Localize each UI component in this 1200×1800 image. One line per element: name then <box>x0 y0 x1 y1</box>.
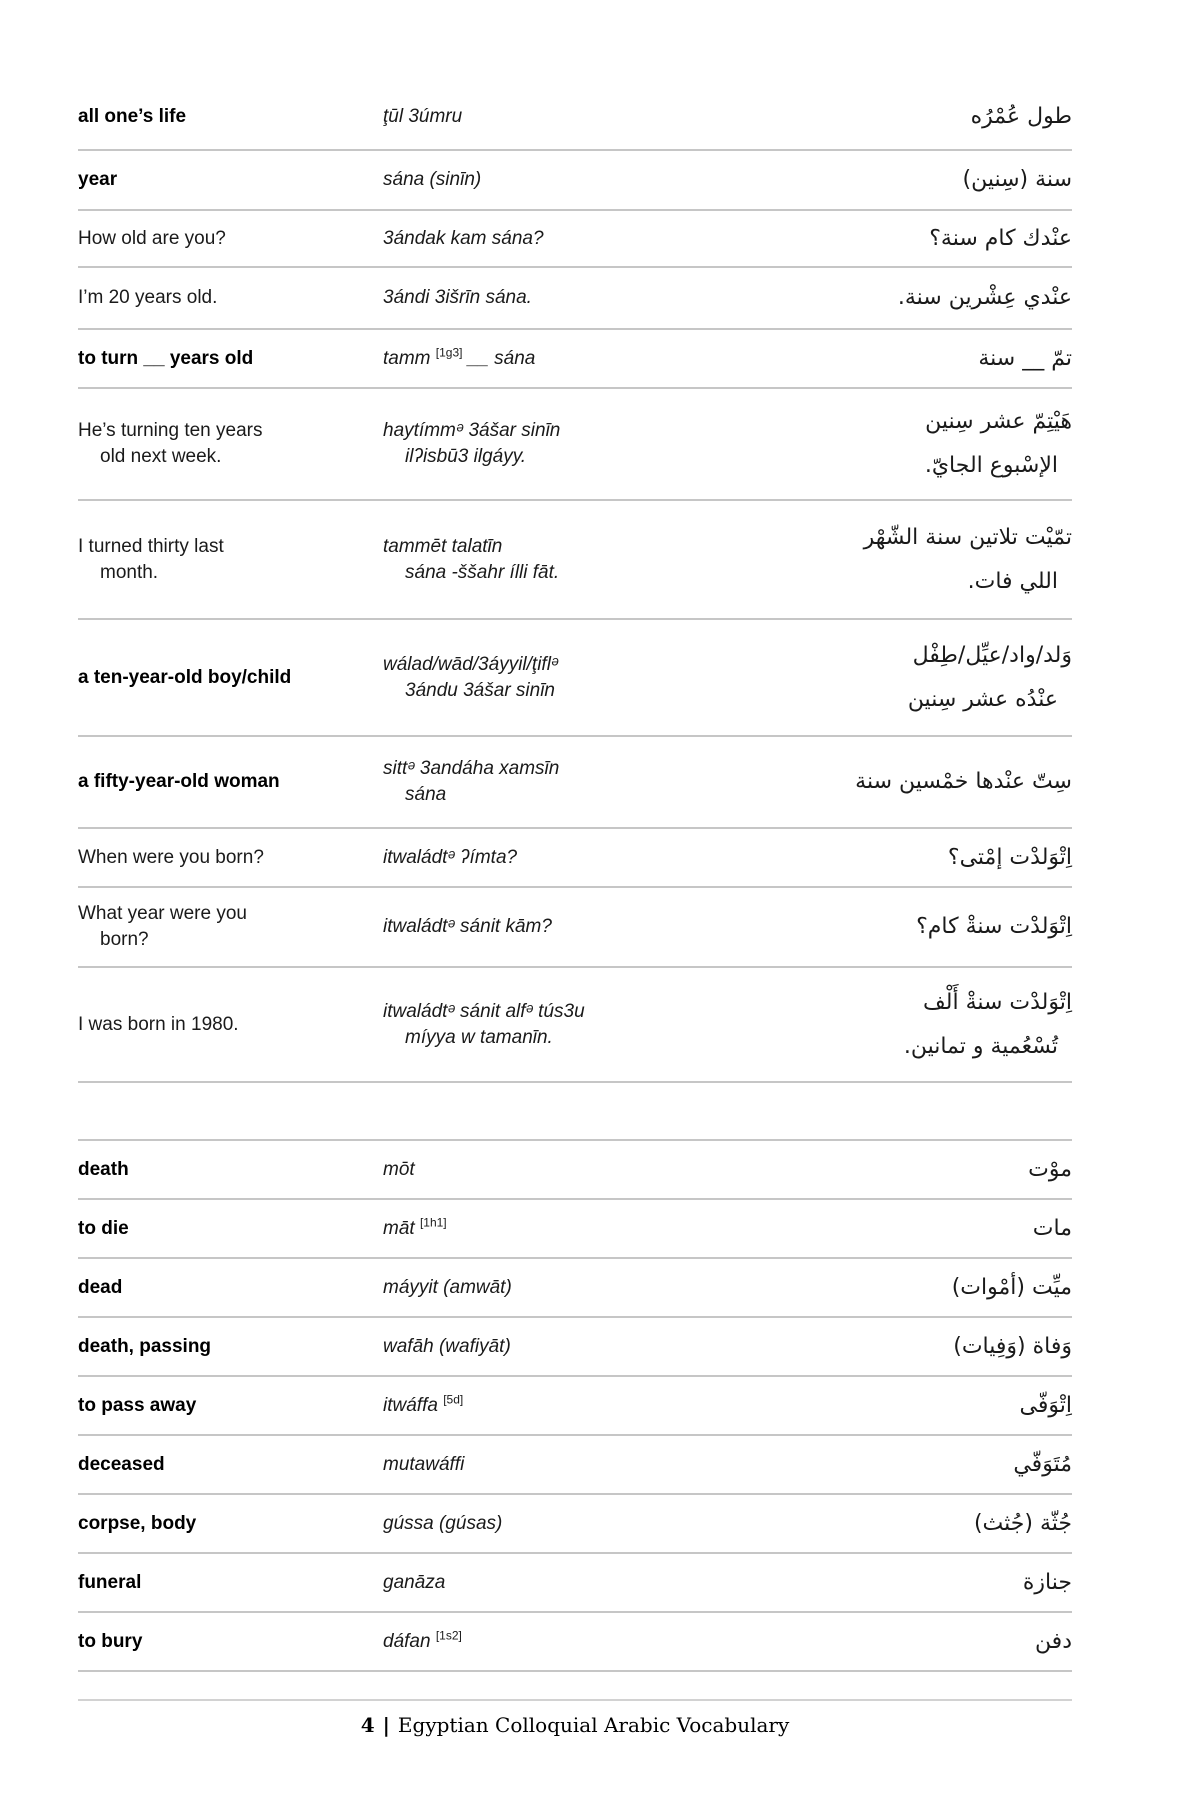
arabic-cell <box>753 981 1072 1069</box>
vocabulary-page <box>78 85 1072 1737</box>
arabic-cell <box>753 217 1072 261</box>
vocab-row <box>78 85 1072 149</box>
english-line: a ten-year-old boy/child <box>78 666 292 688</box>
arabic-line: عنْدُه عشر سِنين <box>907 686 1058 712</box>
arabic-cell <box>753 337 1072 381</box>
verb-table-reference: [1s2] <box>435 1628 462 1643</box>
transliteration-cell <box>383 1334 753 1360</box>
transliteration-line <box>383 1334 753 1360</box>
english-line: a fifty-year-old woman <box>78 771 280 792</box>
vocab-row <box>78 1493 1072 1552</box>
arabic-line: اِتْوَفّى <box>1019 1392 1072 1418</box>
english-cell <box>78 1157 383 1183</box>
arabic-cell <box>753 276 1072 320</box>
english-line: deceased <box>78 1453 165 1475</box>
arabic-cell <box>753 1443 1072 1487</box>
transliteration-line <box>383 418 753 444</box>
arabic-cell <box>753 1325 1072 1369</box>
transliteration-cell <box>383 1629 753 1655</box>
transliteration-text: gússa (gúsas) <box>383 1512 503 1534</box>
english-cell <box>78 769 383 795</box>
english-line: dead <box>78 1276 123 1298</box>
verb-table-reference: [1g3] <box>435 345 463 360</box>
book-title: Egyptian Colloquial Arabic Vocabulary <box>397 1713 790 1737</box>
transliteration-line <box>383 678 753 704</box>
vocab-row <box>78 966 1072 1081</box>
arabic-line: الإسْبوع الجايّ. <box>924 453 1058 478</box>
transliteration-line <box>383 285 753 311</box>
english-line: How old are you? <box>78 227 226 249</box>
transliteration-cell <box>383 285 753 311</box>
arabic-cell <box>753 1620 1072 1664</box>
english-cell <box>78 1275 383 1301</box>
english-line: What year were you <box>78 903 247 924</box>
transliteration-text: míyya w tamanīn. <box>405 1026 553 1048</box>
transliteration-text: sána <box>405 784 447 805</box>
english-cell <box>78 1629 383 1655</box>
english-line: death, passing <box>78 1335 212 1357</box>
transliteration-text: mōt <box>383 1158 415 1180</box>
english-cell <box>78 845 383 871</box>
english-cell <box>78 104 383 130</box>
transliteration-line <box>383 1393 753 1419</box>
arabic-line: مُتَوَفّي <box>1013 1451 1072 1477</box>
arabic-line: اللي فات. <box>967 568 1058 594</box>
vocab-row <box>78 1611 1072 1670</box>
transliteration-line <box>383 914 753 940</box>
footer-text <box>78 1713 1072 1737</box>
transliteration-cell <box>383 1216 753 1242</box>
transliteration-cell <box>383 1275 753 1301</box>
english-cell <box>78 1012 383 1038</box>
transliteration-cell <box>383 652 753 704</box>
footer-divider-rule <box>78 1699 1072 1701</box>
english-line: I’m 20 years old. <box>78 287 218 308</box>
arabic-cell <box>753 158 1072 202</box>
arabic-cell <box>753 905 1072 949</box>
arabic-line: جُثّة (جُثث) <box>973 1510 1072 1536</box>
vocab-row <box>78 328 1072 387</box>
english-cell <box>78 418 383 470</box>
transliteration-text: itwaládtᵊ sánit kām? <box>383 916 552 937</box>
transliteration-text: tamm <box>383 347 436 369</box>
transliteration-line <box>383 1275 753 1301</box>
transliteration-cell <box>383 1452 753 1478</box>
transliteration-line <box>383 1511 753 1537</box>
english-line: I turned thirty last <box>78 535 224 557</box>
arabic-cell <box>753 1561 1072 1605</box>
arabic-line: جنازة <box>1022 1569 1072 1595</box>
vocabulary-table-age <box>78 85 1072 1083</box>
transliteration-text: itwaládtᵊ ʔímta? <box>383 846 518 868</box>
transliteration-text: 3ándi 3išrīn sána. <box>383 287 532 308</box>
transliteration-cell <box>383 534 753 586</box>
arabic-cell <box>753 760 1072 804</box>
transliteration-line <box>383 999 753 1025</box>
arabic-line: وَلد/واد/عيِّل/طِفْل <box>912 642 1072 668</box>
transliteration-line <box>383 1570 753 1596</box>
vocab-row <box>78 1257 1072 1316</box>
transliteration-text: ţūl 3úmru <box>383 106 463 127</box>
vocab-row <box>78 618 1072 735</box>
transliteration-text: __ sána <box>462 347 536 369</box>
arabic-line: تمّيْت تلاتين سنة الشّهْر <box>863 524 1072 550</box>
transliteration-text: itwáffa <box>383 1394 444 1416</box>
footer-separator: | <box>382 1713 390 1737</box>
page-footer <box>78 1699 1072 1737</box>
english-line: funeral <box>78 1571 142 1593</box>
english-line: He’s turning ten years <box>78 420 263 441</box>
english-cell <box>78 285 383 311</box>
arabic-line: سِتّ عنْدها خمْسين سنة <box>855 769 1072 794</box>
transliteration-line <box>383 652 753 678</box>
transliteration-cell <box>383 1393 753 1419</box>
arabic-line: وَفاة (وَفِيات) <box>953 1333 1072 1359</box>
english-line: to pass away <box>78 1394 197 1416</box>
transliteration-text: 3ándu 3ášar sinīn <box>405 679 555 701</box>
transliteration-cell <box>383 226 753 252</box>
transliteration-line <box>383 1025 753 1051</box>
transliteration-text: tammēt talatīn <box>383 535 503 557</box>
transliteration-text: māt <box>383 1217 420 1239</box>
arabic-line: تمّ __ سنة <box>978 345 1072 371</box>
verb-table-reference: [5d] <box>443 1392 464 1407</box>
english-line: to turn __ years old <box>78 347 254 369</box>
english-line: corpse, body <box>78 1512 197 1534</box>
transliteration-text: haytímmᵊ 3ášar sinīn <box>383 420 561 441</box>
arabic-cell <box>753 1207 1072 1251</box>
transliteration-cell <box>383 104 753 130</box>
arabic-line: عنْدي عِشْرين سنة. <box>897 285 1072 310</box>
transliteration-line <box>383 1157 753 1183</box>
vocab-row <box>78 1375 1072 1434</box>
transliteration-line <box>383 346 753 372</box>
page-number: 4 <box>360 1713 375 1737</box>
english-line: month. <box>100 561 159 583</box>
vocab-row <box>78 209 1072 266</box>
transliteration-text: sána -ššahr ílli fāt. <box>405 561 560 583</box>
arabic-cell <box>753 1148 1072 1192</box>
transliteration-cell <box>383 346 753 372</box>
transliteration-text: máyyit (amwāt) <box>383 1276 512 1298</box>
transliteration-line <box>383 1452 753 1478</box>
transliteration-line <box>383 1629 753 1655</box>
vocab-row <box>78 886 1072 966</box>
arabic-line: اِتْوَلدْت إمْتى؟ <box>947 844 1072 870</box>
transliteration-line <box>383 534 753 560</box>
english-cell <box>78 1570 383 1596</box>
transliteration-line <box>383 756 753 782</box>
english-cell <box>78 226 383 252</box>
english-cell <box>78 167 383 193</box>
transliteration-cell <box>383 845 753 871</box>
arabic-line: عنْدك كام سنة؟ <box>929 225 1072 251</box>
transliteration-text: wálad/wād/3áyyil/ţiflᵊ <box>383 653 559 675</box>
arabic-line: دفن <box>1034 1628 1072 1654</box>
vocab-row <box>78 1316 1072 1375</box>
arabic-cell <box>753 95 1072 139</box>
transliteration-cell <box>383 1570 753 1596</box>
arabic-cell <box>753 634 1072 722</box>
transliteration-cell <box>383 167 753 193</box>
transliteration-line <box>383 560 753 586</box>
vocab-row <box>78 827 1072 886</box>
english-cell <box>78 665 383 691</box>
arabic-line: تُسْعُمية و تمانين. <box>903 1033 1058 1059</box>
arabic-line: موْت <box>1028 1156 1072 1182</box>
arabic-cell <box>753 400 1072 488</box>
english-cell <box>78 1216 383 1242</box>
english-cell <box>78 346 383 372</box>
transliteration-cell <box>383 418 753 470</box>
vocab-row <box>78 266 1072 328</box>
vocab-row <box>78 499 1072 618</box>
transliteration-line <box>383 226 753 252</box>
arabic-cell <box>753 1502 1072 1546</box>
english-line: to die <box>78 1217 129 1239</box>
transliteration-line <box>383 167 753 193</box>
transliteration-cell <box>383 1511 753 1537</box>
english-line: death <box>78 1158 129 1180</box>
arabic-line: سنة (سِنين) <box>962 167 1072 192</box>
transliteration-line <box>383 1216 753 1242</box>
arabic-cell <box>753 1384 1072 1428</box>
vocab-row <box>78 1198 1072 1257</box>
transliteration-cell <box>383 914 753 940</box>
english-cell <box>78 1334 383 1360</box>
transliteration-text: wafāh (wafiyāt) <box>383 1335 511 1357</box>
transliteration-cell <box>383 756 753 808</box>
transliteration-text: ilʔisbū3 ilgáyy. <box>405 446 527 467</box>
english-line: I was born in 1980. <box>78 1013 239 1035</box>
english-line: born? <box>100 929 149 950</box>
english-line: year <box>78 169 118 190</box>
vocab-row <box>78 1141 1072 1198</box>
transliteration-text: itwaládtᵊ sánit alfᵊ tús3u <box>383 1000 585 1022</box>
transliteration-line <box>383 845 753 871</box>
arabic-cell <box>753 516 1072 604</box>
transliteration-text: mutawáffi <box>383 1453 465 1475</box>
transliteration-line <box>383 444 753 470</box>
arabic-line: هَيْتِمّ عشر سِنين <box>925 409 1072 434</box>
arabic-cell <box>753 1266 1072 1310</box>
english-cell <box>78 901 383 953</box>
arabic-line: اِتْوَلدْت سنةْ كام؟ <box>916 914 1072 939</box>
english-line: When were you born? <box>78 846 264 868</box>
vocab-row <box>78 735 1072 827</box>
english-cell <box>78 1393 383 1419</box>
verb-table-reference: [1h1] <box>419 1215 447 1230</box>
vocab-row <box>78 149 1072 209</box>
english-line: all one’s life <box>78 106 187 127</box>
transliteration-cell <box>383 1157 753 1183</box>
vocabulary-table-death <box>78 1139 1072 1672</box>
arabic-line: طول عُمْرُه <box>970 104 1072 129</box>
transliteration-line <box>383 782 753 808</box>
transliteration-text: sittᵊ 3andáha xamsīn <box>383 758 560 779</box>
english-cell <box>78 1511 383 1537</box>
arabic-line: مات <box>1032 1215 1072 1241</box>
arabic-cell <box>753 836 1072 880</box>
english-line: old next week. <box>100 446 222 467</box>
transliteration-text: sána (sinīn) <box>383 169 482 190</box>
transliteration-text: dáfan <box>383 1630 436 1652</box>
english-cell <box>78 534 383 586</box>
vocab-row <box>78 1434 1072 1493</box>
transliteration-text: ganāza <box>383 1571 446 1593</box>
vocab-row <box>78 387 1072 499</box>
arabic-line: اِتْوَلدْت سنةْ أَلْف <box>922 989 1072 1015</box>
vocab-row <box>78 1552 1072 1611</box>
english-cell <box>78 1452 383 1478</box>
transliteration-text: 3ándak kam sána? <box>383 227 544 249</box>
english-line: to bury <box>78 1630 143 1652</box>
arabic-line: ميِّت (أمْوات) <box>951 1274 1072 1300</box>
transliteration-line <box>383 104 753 130</box>
transliteration-cell <box>383 999 753 1051</box>
